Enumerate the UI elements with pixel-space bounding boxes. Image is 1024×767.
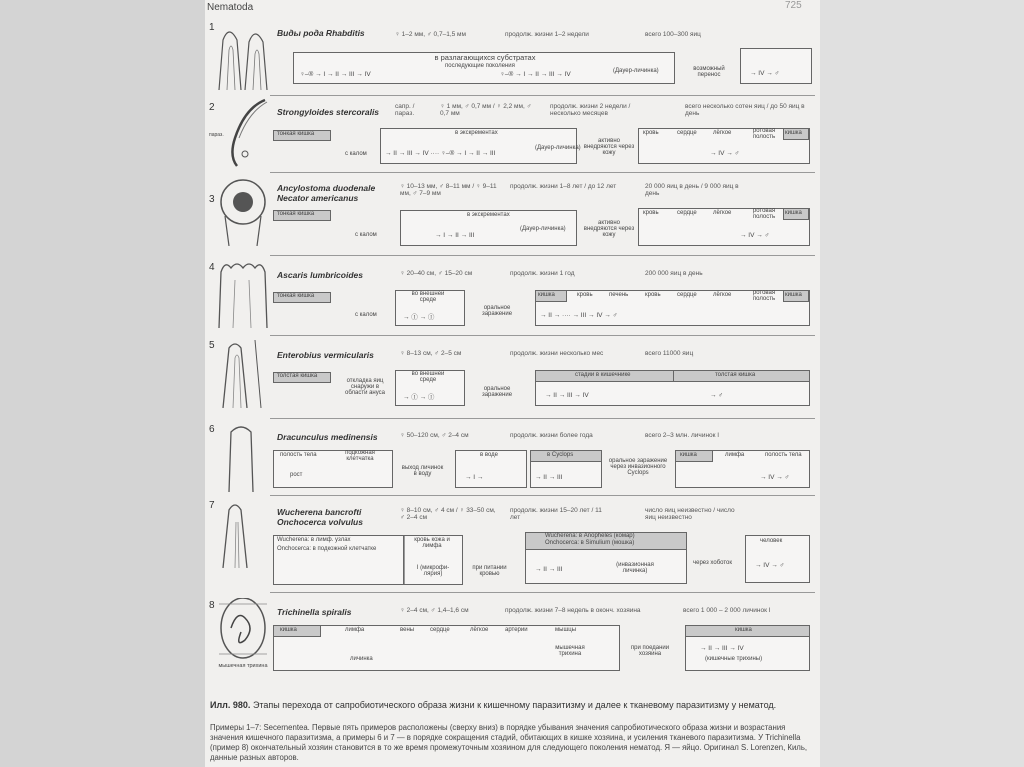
stage-sequence-2: ♀–® → I → II → III → IV [500, 71, 571, 78]
larva-label: личинка [350, 656, 373, 662]
species-name: Виды рода Rhabditis [277, 28, 365, 38]
env-label: в экскрементах [467, 212, 510, 218]
lifespan: продолж. жизни 1–8 лет / до 12 лет [510, 183, 617, 190]
organ: лёгкое [713, 210, 732, 216]
stage-sequence-2: → II → ···· → III → IV → ♂ [540, 312, 618, 319]
vector-label-1: Wucherena: в Anopheles (комар) [545, 533, 635, 539]
organ: печень [609, 292, 629, 298]
wucheria-head-illustration [215, 498, 271, 568]
organ: артерии [505, 627, 528, 633]
organ: кишка [538, 292, 555, 298]
organ: кровь [643, 210, 659, 216]
intestine-label: толстая кишка [277, 373, 318, 379]
size: ♀ 1–2 мм, ♂ 0,7–1,5 мм [395, 31, 466, 38]
separator [270, 95, 815, 96]
background-right [820, 0, 1024, 767]
exit-label: выход личинок в воду [401, 465, 444, 477]
species-name-2: Necator americanus [277, 193, 359, 203]
substrate-label: в разлагающихся субстратах [434, 53, 536, 62]
deposit-label: откладка яиц снаружи в области ануса [344, 378, 386, 396]
egg-count: всего 11000 яиц [645, 350, 694, 357]
stage-sequence-2: → II → III [535, 474, 563, 481]
egg-count: всего несколько сотен яиц / до 50 яиц в день [685, 103, 805, 117]
subcut-label: подкожная клетчатка [345, 450, 375, 462]
lifespan: продолж. жизни 1 год [510, 270, 575, 277]
feces-label: с калом [355, 232, 377, 238]
egg-count: 200 000 яиц в день [645, 270, 703, 277]
lifespan: продолж. жизни несколько мес [510, 350, 604, 357]
lifespan: продолж. жизни 2 недели / несколько месяцев [550, 103, 631, 117]
separator [270, 335, 815, 336]
stage-sequence-1: ♀–® → I → II → III → IV [300, 71, 371, 78]
stage-sequence: → II → III → IV [700, 645, 744, 652]
organ: лимфа [345, 627, 365, 633]
egg-count: всего 100–300 яиц [645, 31, 701, 38]
ascaris-head-illustration [215, 258, 271, 328]
stage-sequence: → I → [465, 474, 484, 481]
egg-count: число яиц неизвестно / число яиц неизвестно [645, 507, 735, 521]
water-label: в воде [480, 452, 499, 458]
row-number: 4 [209, 262, 215, 273]
generations-label: последующие поколения [445, 63, 515, 69]
caption-title: Илл. 980. [210, 700, 251, 710]
stage-sequence: → Ⓘ → Ⓘ [403, 314, 435, 321]
egg-count: всего 1 000 – 2 000 личинок I [683, 607, 771, 614]
oral-label: оральное заражение через инвазионного Cyclops [608, 458, 668, 476]
caption-text: Этапы перехода от сапробиотического образа жизни к кишечному паразитизму и далее к тканевому паразитизму у нематод. [252, 700, 777, 710]
figure-caption [210, 700, 815, 711]
book-page [205, 0, 820, 767]
gut-label: кишка [735, 627, 752, 633]
separator [270, 495, 815, 496]
species-name: Ascaris lumbricoides [277, 270, 363, 280]
organ: кишка [785, 210, 802, 216]
size: ♀ 20–40 см, ♂ 15–20 см [400, 270, 473, 277]
species-name: Trichinella spiralis [277, 607, 352, 617]
enterobius-head-illustration [215, 338, 271, 408]
intestine-label: тонкая кишка [277, 131, 315, 137]
size: ♀ 10–13 мм, ♂ 8–11 мм / ♀ 9–11 мм, ♂ 7–9 мм [400, 183, 497, 197]
intestinal-label: (кишечные трихины) [705, 656, 763, 662]
organ: ротовая полость [752, 208, 776, 220]
background-left [0, 0, 205, 767]
size: ♀ 2–4 см, ♂ 1,4–1,6 см [400, 607, 469, 614]
dauer-label: (Дауер-личинка) [520, 226, 566, 232]
organ: полость тела [765, 452, 802, 458]
separator [270, 255, 815, 256]
colon-label: толстая кишка [715, 372, 756, 378]
final-box [740, 48, 812, 84]
feces-label: с калом [355, 312, 377, 318]
species-name: Strongyloides stercoralis [277, 107, 380, 117]
species-name: Wucherena bancrofti [277, 507, 362, 517]
row-number: 8 [209, 600, 215, 611]
dauer-label: (Дауер-личинка) [613, 68, 659, 74]
feeding-label: при питании кровью [472, 565, 507, 577]
running-title: Nematoda [207, 2, 254, 13]
stages-label: стадии в кишечнике [575, 372, 631, 378]
size: ♀ 1 мм, ♂ 0,7 мм / ♀ 2,2 мм, ♂ 0,7 мм [440, 103, 532, 117]
size: ♀ 50–120 см, ♂ 2–4 см [400, 432, 469, 439]
mode: сапр. / парaз. [395, 103, 415, 117]
stage-sequence: → Ⓘ → Ⓘ [403, 394, 435, 401]
oral-label: оральное заражение [481, 386, 513, 398]
oral-label: оральное заражение [481, 305, 513, 317]
env-label: во внешней среде [411, 291, 445, 303]
invasive-label: (инвазионная личинка) [616, 562, 654, 574]
final-stage: → IV → ♂ [710, 150, 740, 157]
size: ♀ 8–10 см, ♂ 4 см / ♀ 33–50 см, ♂ 2–4 см [400, 507, 496, 521]
organ: кровь [645, 292, 661, 298]
final-stage: → ♂ [710, 392, 724, 399]
row-number: 6 [209, 424, 215, 435]
species-name: Ancylostoma duodenale [277, 183, 376, 193]
organ: кишка [680, 452, 697, 458]
eaten-label: при поедании хозяина [630, 645, 670, 657]
env-label: во внешней среде [411, 371, 445, 383]
ancylostoma-head-illustration [215, 176, 271, 246]
row-number: 3 [209, 194, 215, 205]
final-stage: → IV → ♂ [755, 562, 785, 569]
organ: мышцы [555, 627, 576, 633]
species-name-2: Onchocerca volvulus [277, 517, 363, 527]
organ: кишка [785, 292, 802, 298]
growth-label: рост [290, 472, 303, 478]
separator [270, 418, 815, 419]
organ: сердце [677, 210, 697, 216]
organ: сердце [677, 292, 697, 298]
intestine-label: тонкая кишка [277, 293, 315, 299]
organ: вены [400, 627, 415, 633]
organ: ротовая полость [752, 290, 776, 302]
egg-count: всего 2–3 млн. личинок I [645, 432, 720, 439]
organ: кровь [643, 130, 659, 136]
host-label-1: Wucherena: в лимф. узлах [277, 537, 351, 543]
row-number: 2 [209, 102, 215, 113]
vector-label-2: Onchocerca: в Simulium (мошка) [545, 540, 635, 546]
organ: кишка [785, 130, 802, 136]
stage-sequence: → I → II → III [435, 232, 475, 239]
dracunculus-head-illustration [215, 422, 271, 492]
illustration-label: парaз. [209, 132, 224, 138]
stage-sequence-2: → II → III → IV [545, 392, 589, 399]
row-number: 5 [209, 340, 215, 351]
page-number: 725 [785, 0, 802, 11]
final-stage: → IV → ♂ [740, 232, 770, 239]
illustration-label: мышечная трихина [218, 663, 268, 669]
species-name: Enterobius vermicularis [277, 350, 374, 360]
final-stage: → IV → ♂ [750, 70, 780, 77]
row-number: 1 [209, 22, 215, 33]
human-label: человек [760, 538, 783, 544]
muscle-label: мышечная трихина [555, 645, 585, 657]
organ: лёгкое [713, 130, 732, 136]
env-label: в экскрементах [455, 130, 498, 136]
separator [270, 172, 815, 173]
organ: кровь [577, 292, 593, 298]
separator [270, 592, 815, 593]
feces-label: с калом [345, 151, 367, 157]
final-stage: → IV → ♂ [760, 474, 790, 481]
trichinella-cyst-illustration [215, 598, 271, 668]
blood-label: кровь кожа и лимфа [414, 537, 450, 549]
organ: лимфа [725, 452, 745, 458]
organ: сердце [430, 627, 450, 633]
organ: лёгкое [713, 292, 732, 298]
intestine-label: тонкая кишка [277, 211, 315, 217]
lifespan: продолж. жизни более года [510, 432, 593, 439]
stage-sequence: → II → III [535, 566, 563, 573]
organ: кишка [280, 627, 297, 633]
figure-notes: Примеры 1–7: Secernentea. Первые пять примеров расположены (сверху вниз) в порядке убывания значения сапробиотического образа жизни и возрастания значения кишечного паразитизма, а примеры 6 и 7 — в порядке сокращения стадий, обитающих в кишке хозяина, и усиления тканевого паразитизма. У Trichinella (пример 8) окончательный хозяин становится в то же время промежуточным хозяином для следующего поколения нематод. Я — яйцо. Оригинал S. Lorenzen, Киль, данные разных авторов. [210, 723, 808, 762]
lifespan: продолж. жизни 15–20 лет / 11 лет [510, 507, 602, 521]
species-name: Dracunculus medinensis [277, 432, 378, 442]
organ: лёгкое [470, 627, 489, 633]
active-label: активно внедряются через кожу [583, 138, 635, 156]
organ: сердце [677, 130, 697, 136]
active-label: активно внедряются через кожу [583, 220, 635, 238]
row-number: 7 [209, 500, 215, 511]
cyclops-label: в Cyclops [547, 452, 574, 458]
lifespan: продолж. жизни 7–8 недель в оконч. хозяина [505, 607, 641, 614]
rhabditis-head-illustration [215, 20, 271, 90]
transfer-label: возможный перенос [693, 66, 725, 78]
organ: ротовая полость [752, 128, 776, 140]
size: ♀ 8–13 см, ♂ 2–5 см [400, 350, 462, 357]
proboscis-label: через хоботок [693, 560, 732, 566]
microfilaria-label: I (микрофи-лярия) [416, 565, 450, 577]
stage-sequence: → II → III → IV ···· ♀–® → I → II → III [385, 150, 496, 157]
cavity-label: полость тела [280, 452, 317, 458]
lifespan: продолж. жизни 1–2 недели [505, 31, 589, 38]
egg-count: 20 000 яиц в день / 9 000 яиц в день [645, 183, 739, 197]
dauer-label: (Дауер-личинка) [535, 145, 581, 151]
host-label-2: Onchocerca: в подкожной клетчатке [277, 546, 377, 552]
